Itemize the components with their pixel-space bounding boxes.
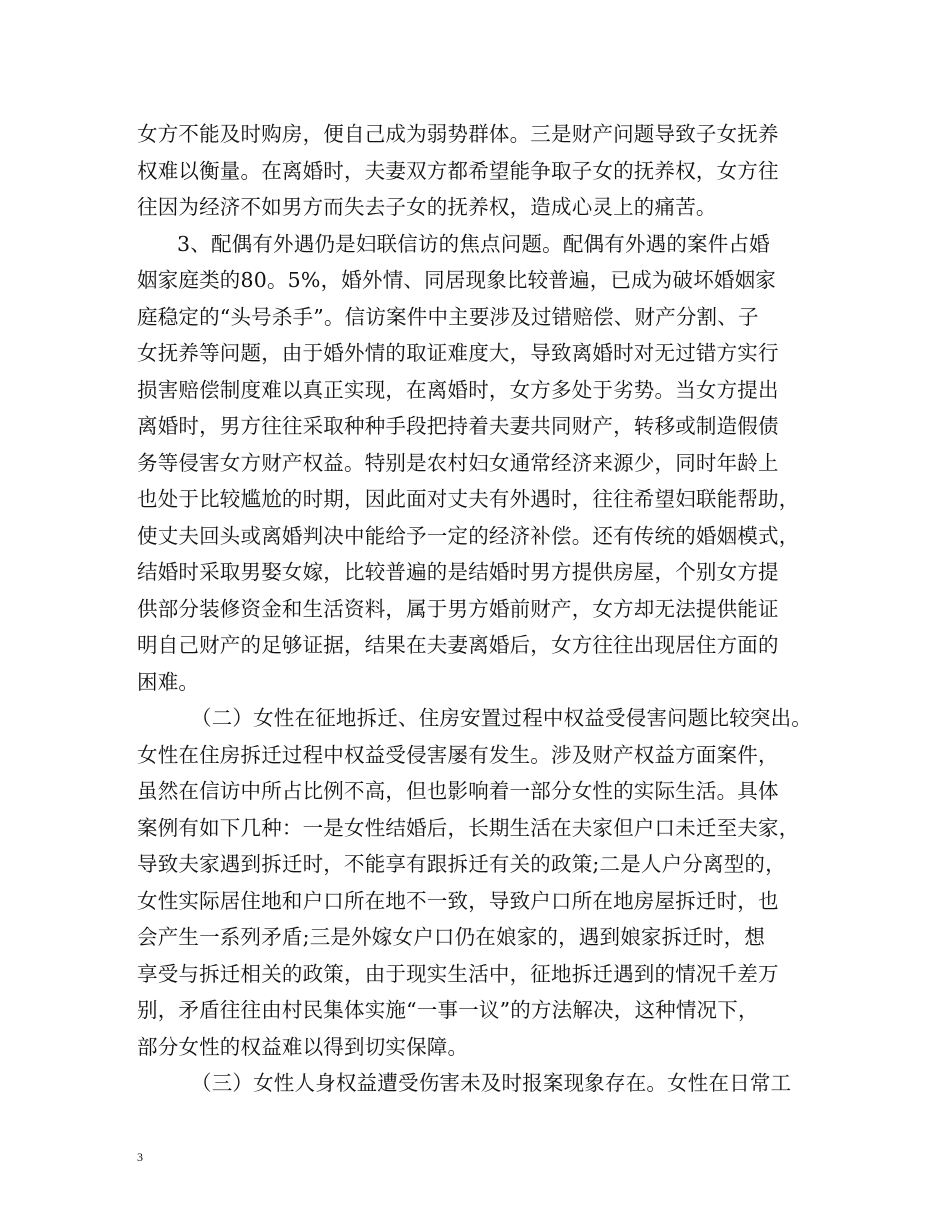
text-line: （二）女性在征地拆迁、住房安置过程中权益受侵害问题比较突出。 [191,706,812,730]
text-line: 女性在住房拆迁过程中权益受侵害屡有发生。涉及财产权益方面案件， [137,742,779,767]
text-line: 也处于比较尴尬的时期，因此面对丈夫有外遇时，往往希望妇联能帮助， [137,487,800,511]
text-line: （三）女性人身权益遭受伤害未及时报案现象存在。女性在日常工 [191,1071,792,1095]
text-line: 结婚时采取男娶女嫁，比较普遍的是结婚时男方提供房屋，个别女方提 [137,560,779,584]
text-line: 使丈夫回头或离婚判决中能给予一定的经济补偿。还有传统的婚姻模式， [137,523,800,548]
text-line: 女方不能及时购房，便自己成为弱势群体。三是财产问题导致子女抚养 [137,122,779,146]
text-line: 姻家庭类的80。5%，婚外情、同居现象比较普遍，已成为破坏婚姻家 [137,268,777,292]
text-line: 会产生一系列矛盾;三是外嫁女户口仍在娘家的，遇到娘家拆迁时，想 [137,925,766,949]
text-line: 离婚时，男方往往采取种种手段把持着夫妻共同财产，转移或制造假债 [137,414,779,438]
text-line: 别，矛盾往往由村民集体实施“一事一议”的方法解决，这种情况下， [137,998,759,1022]
text-line: 虽然在信访中所占比例不高，但也影响着一部分女性的实际生活。具体 [137,779,779,803]
text-line: 供部分装修资金和生活资料，属于男方婚前财产，女方却无法提供能证 [137,596,779,621]
text-line: 女抚养等问题，由于婚外情的取证难度大，导致离婚时对无过错方实行 [137,341,779,365]
text-line: 享受与拆迁相关的政策，由于现实生活中，征地拆迁遇到的情况千差万 [137,961,779,986]
text-line: 务等侵害女方财产权益。特别是农村妇女通常经济来源少，同时年龄上 [137,450,779,475]
text-line: 案例有如下几种：一是女性结婚后，长期生活在夫家但户口未迁至夫家， [137,815,800,840]
text-line: 女性实际居住地和户口所在地不一致，导致户口所在地房屋拆迁时，也 [137,888,779,913]
text-line: 明自己财产的足够证据，结果在夫妻离婚后，女方往往出现居住方面的 [137,633,779,657]
text-line: 困难。 [137,669,200,694]
text-line: 导致夫家遇到拆迁时，不能享有跟拆迁有关的政策;二是人户分离型的， [137,852,786,876]
text-line: 损害赔偿制度难以真正实现，在离婚时，女方多处于劣势。当女方提出 [137,377,779,402]
text-line: 部分女性的权益难以得到切实保障。 [137,1034,469,1059]
text-line: 往因为经济不如男方而失去子女的抚养权，造成心灵上的痛苦。 [137,195,717,219]
text-line: 3、配偶有外遇仍是妇联信访的焦点问题。配偶有外遇的案件占婚 [177,231,770,256]
page-number: 3 [137,1150,143,1164]
text-line: 权难以衡量。在离婚时，夫妻双方都希望能争取子女的抚养权，女方往 [137,158,779,183]
text-line: 庭稳定的“头号杀手”。信访案件中主要涉及过错赔偿、财产分割、子 [137,304,759,329]
body-text [137,116,827,1102]
